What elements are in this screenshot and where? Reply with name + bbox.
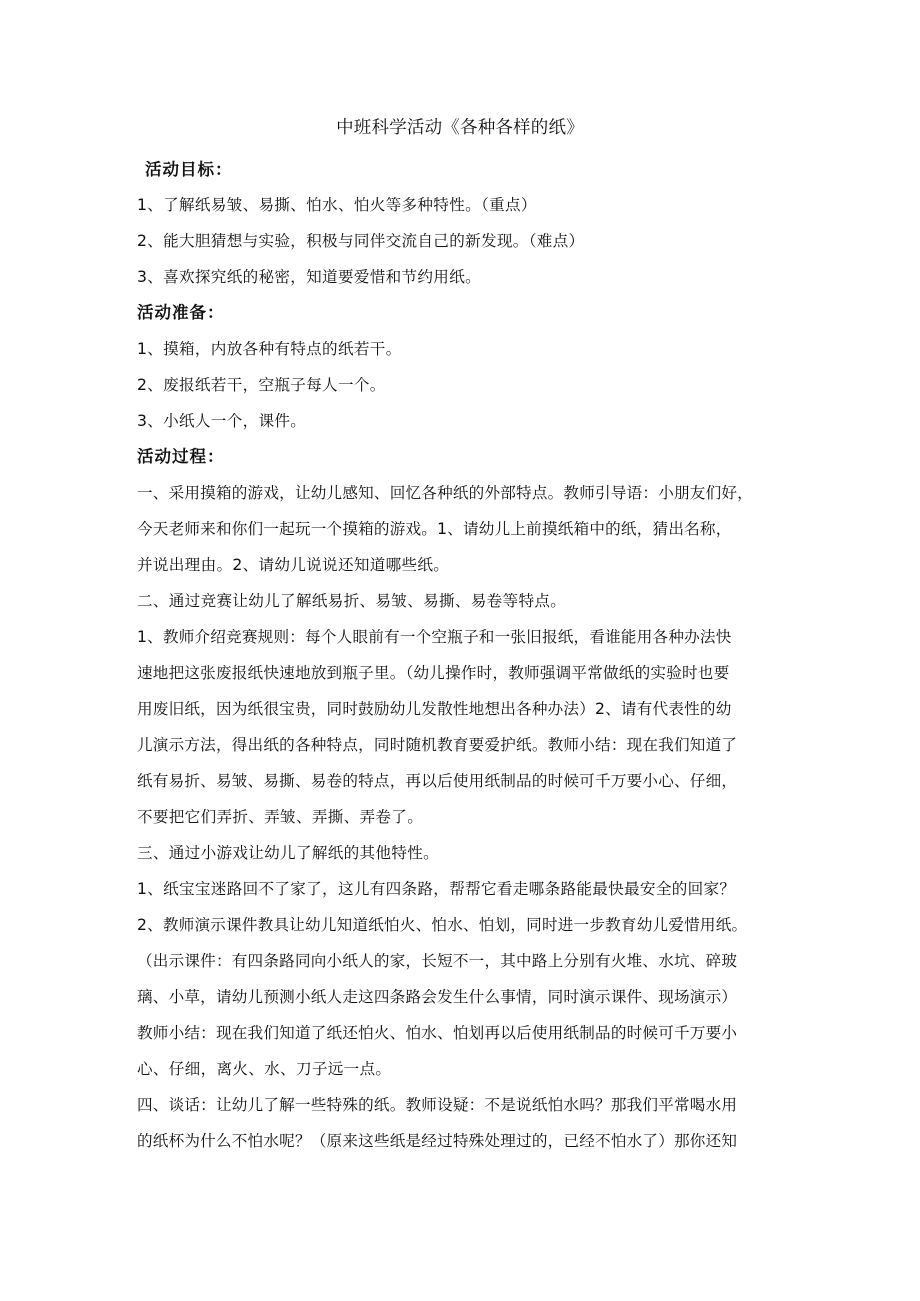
process-line: 一、采用摸箱的游戏，让幼儿感知、回忆各种纸的外部特点。教师引导语：小朋友们好，: [137, 484, 753, 502]
process-line: 三、通过小游戏让幼儿了解纸的其他特性。: [137, 844, 439, 862]
process-line: 纸有易折、易皱、易撕、易卷的特点，再以后使用纸制品的时候可千万要小心、仔细，: [137, 772, 738, 790]
process-line: 璃、小草，请幼儿预测小纸人走这四条路会发生什么事情，同时演示课件、现场演示）: [137, 988, 738, 1006]
goal-item: 2、能大胆猜想与实验，积极与同伴交流自己的新发现。（难点）: [137, 232, 585, 250]
process-heading: 活动过程：: [137, 447, 225, 466]
process-line: 儿演示方法，得出纸的各种特点，同时随机教育要爱护纸。教师小结：现在我们知道了: [137, 736, 738, 754]
process-line: 速地把这张废报纸快速地放到瓶子里。（幼儿操作时，教师强调平常做纸的实验时也要: [137, 664, 730, 682]
goals-heading: 活动目标：: [145, 160, 233, 179]
process-line: 1、教师介绍竞赛规则：每个人眼前有一个空瓶子和一张旧报纸，看谁能用各种办法快: [137, 628, 732, 646]
process-line: 用废旧纸，因为纸很宝贵，同时鼓励幼儿发散性地想出各种办法）2、请有代表性的幼: [137, 700, 732, 718]
process-line: 的纸杯为什么不怕水呢？（原来这些纸是经过特殊处理过的，已经不怕水了）那你还知: [137, 1132, 738, 1150]
process-line: （出示课件：有四条路同向小纸人的家，长短不一，其中路上分别有火堆、水坑、碎玻: [137, 952, 738, 970]
process-line: 2、教师演示课件教具让幼儿知道纸怕火、怕水、怕划，同时进一步教育幼儿爱惜用纸。: [137, 916, 748, 934]
process-line: 二、通过竞赛让幼儿了解纸易折、易皱、易撕、易卷等特点。: [137, 592, 567, 610]
preparation-item: 2、废报纸若干，空瓶子每人一个。: [137, 376, 386, 394]
process-line: 1、纸宝宝迷路回不了家了，这儿有四条路，帮帮它看走哪条路能最快最安全的回家？: [137, 880, 736, 898]
goal-item: 1、了解纸易皱、易撕、怕水、怕火等多种特性。（重点）: [137, 196, 537, 214]
document-title: 中班科学活动《各种各样的纸》: [336, 118, 584, 138]
process-line: 并说出理由。2、请幼儿说说还知道哪些纸。: [137, 556, 450, 574]
process-line: 教师小结：现在我们知道了纸还怕火、怕水、怕划再以后使用纸制品的时候可千万要小: [137, 1024, 738, 1042]
goal-item: 3、喜欢探究纸的秘密，知道要爱惜和节约用纸。: [137, 268, 481, 286]
preparation-item: 3、小纸人一个，课件。: [137, 412, 307, 430]
process-line: 今天老师来和你们一起玩一个摸箱的游戏。1、请幼儿上前摸纸箱中的纸，猜出名称，: [137, 520, 732, 538]
preparation-heading: 活动准备：: [137, 303, 225, 322]
process-line: 四、谈话：让幼儿了解一些特殊的纸。教师设疑：不是说纸怕水吗？那我们平常喝水用: [137, 1096, 738, 1114]
process-line: 心、仔细，离火、水、刀子远一点。: [137, 1060, 392, 1078]
process-line: 不要把它们弄折、弄皱、弄撕、弄卷了。: [137, 808, 424, 826]
preparation-item: 1、摸箱，内放各种有特点的纸若干。: [137, 340, 402, 358]
